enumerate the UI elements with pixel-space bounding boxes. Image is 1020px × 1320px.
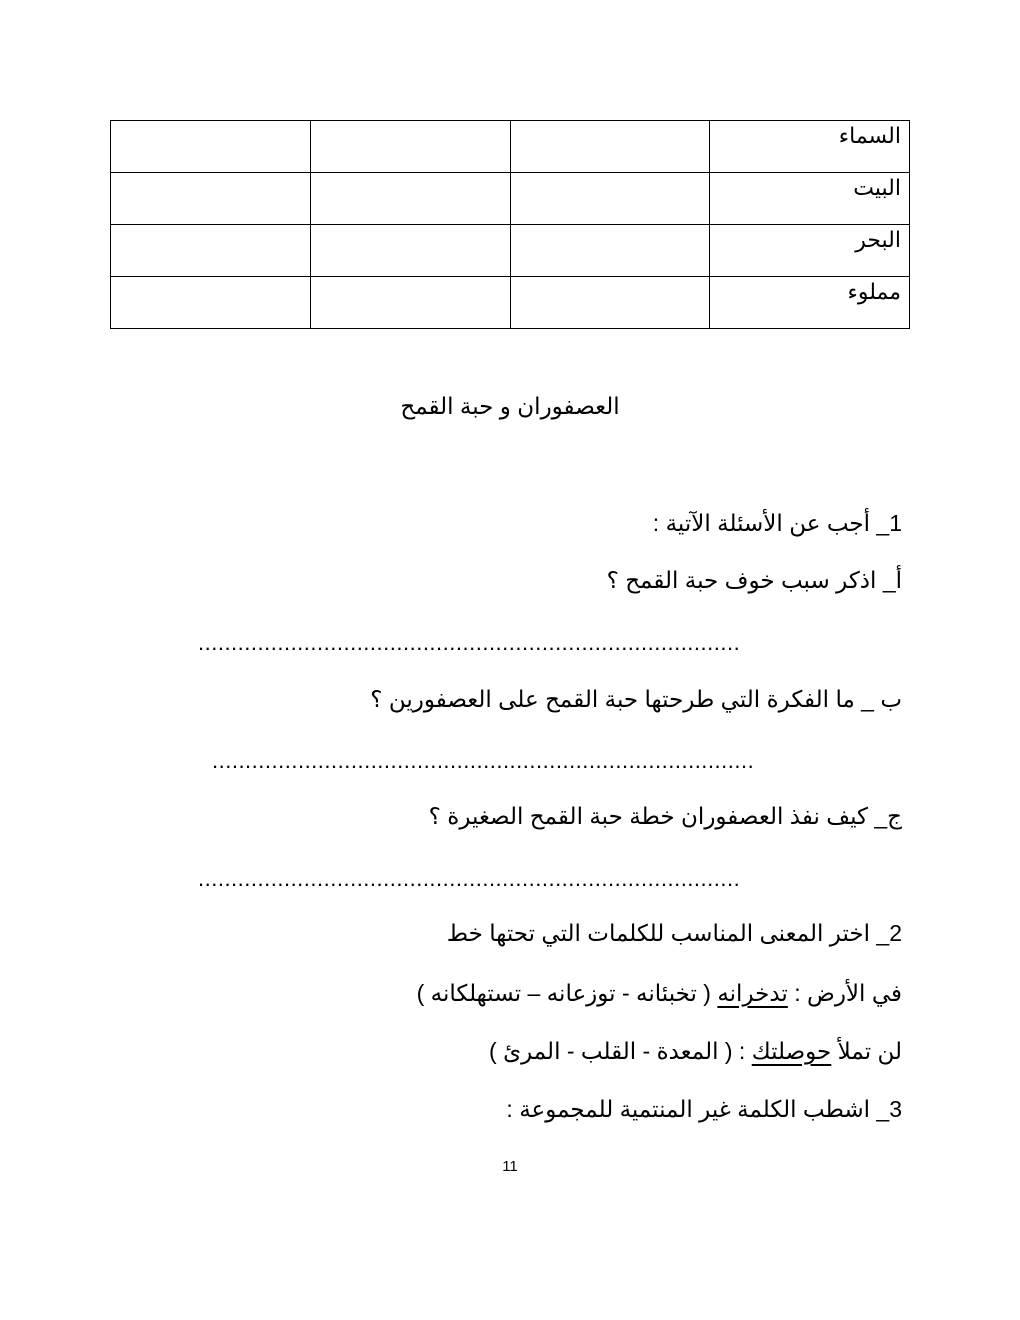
- table-cell: [310, 173, 510, 225]
- answer-line-1a[interactable]: ..................................................................................: [198, 630, 741, 655]
- table-row: [111, 277, 910, 329]
- item-1-options: ( تخبئانه - توزعانه – تستهلكانه ): [416, 980, 718, 1006]
- vocabulary-table: [110, 120, 910, 329]
- question-2-item-1: [160, 980, 902, 1007]
- table-cell: [111, 173, 311, 225]
- table-row: [111, 225, 910, 277]
- question-1-heading: 1_ أجب عن الأسئلة الآتية :: [652, 510, 902, 536]
- underlined-word-1: تدخرانه: [717, 980, 788, 1006]
- table-cell-word: مملوء: [710, 277, 910, 329]
- answer-line-1b[interactable]: ..................................................................................: [212, 748, 755, 773]
- question-2-item-2: [160, 1038, 902, 1065]
- page-number: 11: [502, 1158, 518, 1175]
- underlined-word-2: حوصلتك: [751, 1038, 832, 1064]
- item-1-prefix: في الأرض :: [787, 980, 902, 1006]
- table-cell: [111, 277, 311, 329]
- question-1b: ب _ ما الفكرة التي طرحتها حبة القمح على العصفورين ؟: [370, 686, 902, 712]
- table-cell: [310, 277, 510, 329]
- table-cell: [510, 225, 710, 277]
- table-cell: [510, 121, 710, 173]
- table-cell-word: البحر: [710, 225, 910, 277]
- table-cell: [111, 121, 311, 173]
- table-row: [111, 173, 910, 225]
- question-3-heading: 3_ اشطب الكلمة غير المنتمية للمجموعة :: [506, 1096, 902, 1122]
- lesson-title: العصفوران و حبة القمح: [400, 393, 620, 419]
- table-cell: [310, 121, 510, 173]
- item-2-options: : ( المعدة - القلب - المرئ ): [489, 1038, 752, 1064]
- table-cell: [510, 173, 710, 225]
- table-cell: [510, 277, 710, 329]
- question-1c: ج_ كيف نفذ العصفوران خطة حبة القمح الصغيرة ؟: [428, 803, 902, 829]
- table-cell-word: السماء: [710, 121, 910, 173]
- question-2-heading: 2_ اختر المعنى المناسب للكلمات التي تحتها خط: [446, 920, 902, 946]
- table-row: [111, 121, 910, 173]
- answer-line-1c[interactable]: ..................................................................................: [198, 866, 741, 891]
- question-1a: أ_ اذكر سبب خوف حبة القمح ؟: [606, 567, 902, 593]
- table-cell: [111, 225, 311, 277]
- table-cell-word: البيت: [710, 173, 910, 225]
- item-2-prefix: لن تملأ: [831, 1038, 902, 1064]
- table-cell: [310, 225, 510, 277]
